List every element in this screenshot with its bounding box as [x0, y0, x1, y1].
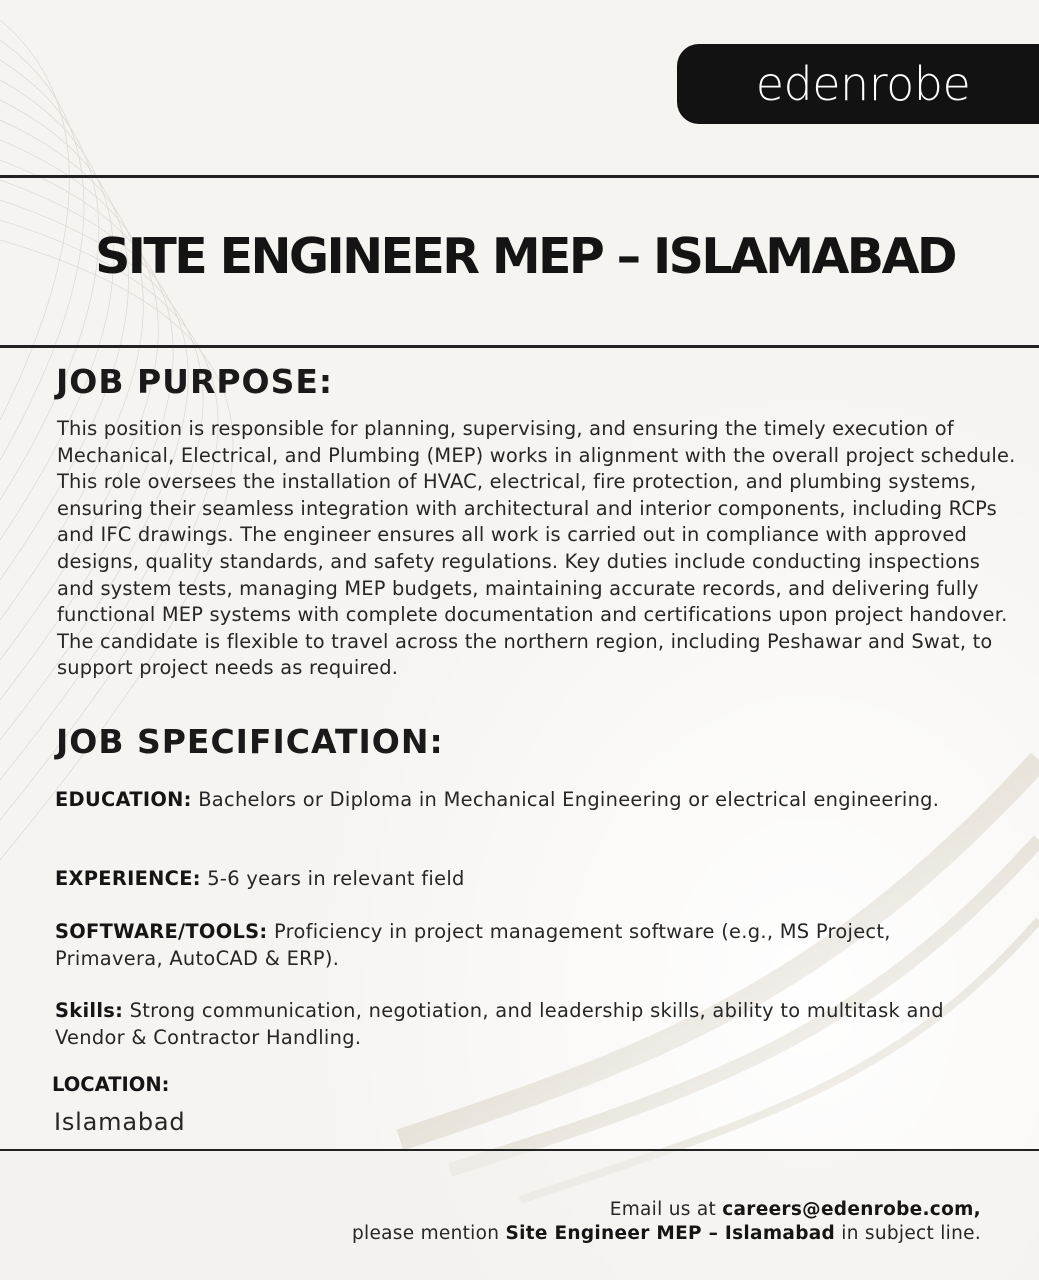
spec-education	[55, 787, 955, 814]
footer-email-line	[221, 1199, 981, 1220]
divider-under-title	[0, 345, 1039, 348]
spec-experience-text: 5-6 years in relevant field	[207, 867, 465, 890]
spec-education-text: Bachelors or Diploma in Mechanical Engineering or electrical engineering.	[198, 788, 940, 811]
spec-education-label: EDUCATION:	[55, 788, 192, 811]
page-title: SITE ENGINEER MEP – ISLAMABAD	[95, 228, 955, 285]
brand-logo-badge	[677, 44, 1039, 124]
spec-software-tools-text: Proficiency in project management software (e.g., MS Project, Primavera, AutoCAD & ERP).	[55, 920, 891, 970]
spec-software-tools	[55, 919, 955, 972]
footer-subject-prefix: please mention	[351, 1223, 500, 1244]
spec-skills-text: Strong communication, negotiation, and leadership skills, ability to multitask and Vendor & Contractor Handling.	[55, 999, 944, 1049]
spec-experience	[55, 866, 955, 893]
footer-subject-suffix: in subject line.	[841, 1223, 981, 1244]
footer-email-prefix: Email us at	[609, 1199, 717, 1220]
job-specification-heading: JOB SPECIFICATION:	[56, 722, 444, 761]
job-purpose-body: This position is responsible for planning, supervising, and ensuring the timely execution of Mechanical, Electrical, and Plumbing (MEP) works in alignment with the overall project schedule. This role oversees the installation of HVAC, electrical, fire protection, and plumbing systems, ensuring their seamless integration with architectural and interior components, including RCPs and IFC drawings. The engineer ensures all work is carried out in compliance with approved designs, quality standards, and safety regulations. Key duties include conducting inspections and system tests, managing MEP budgets, maintaining accurate records, and delivering fully functional MEP systems with complete documentation and certifications upon project handover. The candidate is flexible to travel across the northern region, including Peshawar and Swat, to support project needs as required.	[57, 417, 1016, 680]
footer-subject-line	[221, 1223, 981, 1244]
job-purpose-heading: JOB PURPOSE:	[56, 362, 334, 401]
location-value: Islamabad	[54, 1108, 186, 1136]
location-label: LOCATION:	[52, 1073, 170, 1096]
footer-email-link[interactable]: careers@edenrobe.com,	[722, 1199, 981, 1220]
spec-skills	[55, 998, 955, 1051]
footer-subject-text: Site Engineer MEP – Islamabad	[505, 1223, 836, 1244]
spec-software-tools-label: SOFTWARE/TOOLS:	[55, 920, 268, 943]
divider-footer	[0, 1149, 1039, 1151]
brand-logo-text: edenrobe	[755, 57, 971, 111]
spec-skills-label: Skills:	[55, 999, 124, 1022]
spec-experience-label: EXPERIENCE:	[55, 867, 201, 890]
divider-top	[0, 175, 1039, 178]
